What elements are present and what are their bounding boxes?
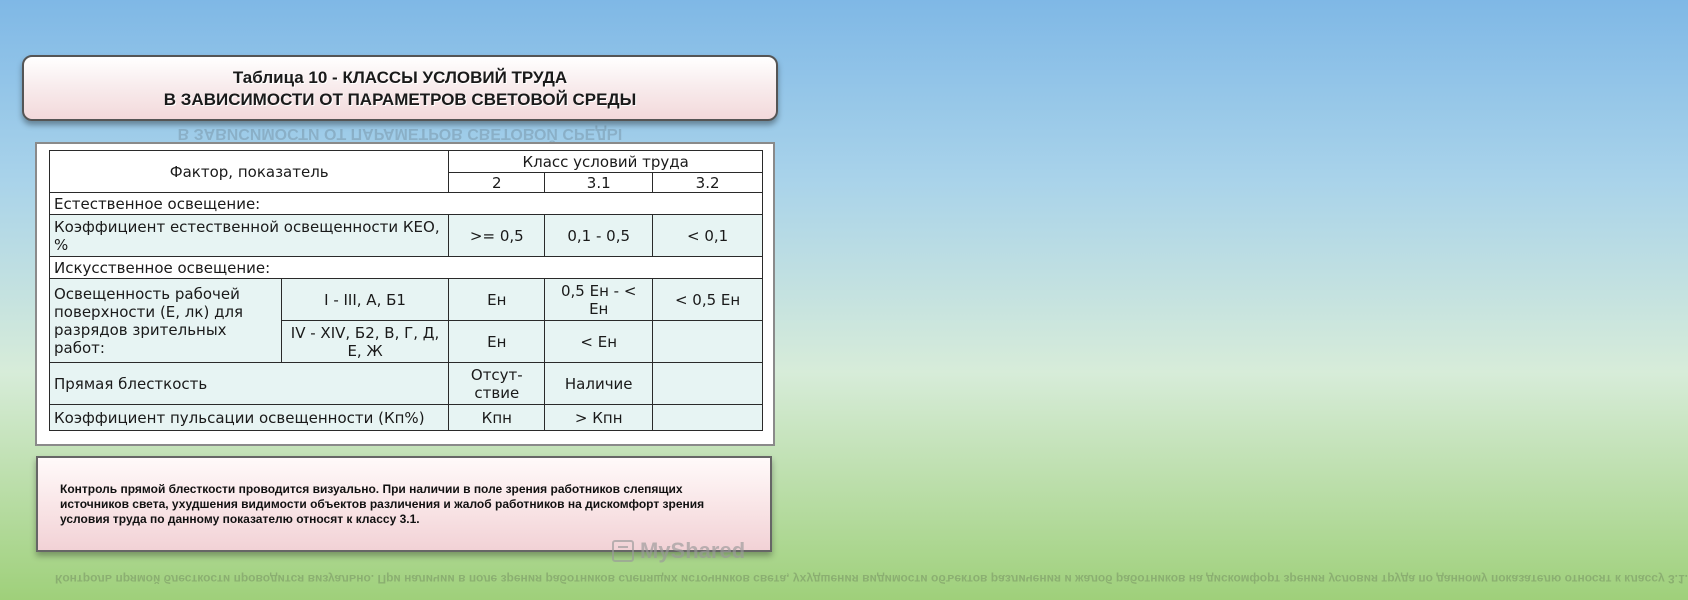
pulsation-label: Коэффициент пульсации освещенности (Кп%): [50, 405, 449, 431]
header-class: Класс условий труда: [449, 151, 763, 173]
title-reflection: В ЗАВИСИМОСТИ ОТ ПАРАМЕТРОВ СВЕТОВОЙ СРЕДЫ: [177, 125, 623, 142]
watermark: [612, 538, 745, 564]
table-panel: [35, 142, 775, 446]
pulsation-class-2: Кпн: [449, 405, 545, 431]
title-line-1: Таблица 10 - КЛАССЫ УСЛОВИЙ ТРУДА: [232, 68, 568, 87]
myshared-logo-icon: [612, 540, 634, 562]
illumination-range-1: I - III, А, Б1: [281, 279, 449, 321]
illumination-r2-class-3-2-empty: [653, 321, 763, 363]
glare-class-3-1: Наличие: [545, 363, 653, 405]
illumination-r1-class-2: Ен: [449, 279, 545, 321]
header-class-2: 2: [449, 173, 545, 193]
header-factor: Фактор, показатель: [50, 151, 449, 193]
illumination-range-2: IV - XIV, Б2, В, Г, Д, Е, Ж: [281, 321, 449, 363]
illumination-r1-class-3-1: 0,5 Ен - < Ен: [545, 279, 653, 321]
illumination-r2-class-2: Ен: [449, 321, 545, 363]
lighting-classes-table: [49, 150, 763, 431]
section-natural-lighting: Естественное освещение:: [50, 193, 763, 215]
illumination-label: Освещенность рабочей поверхности (Е, лк) для разрядов зрительных работ:: [50, 279, 282, 363]
keo-label: Коэффициент естественной освещенности КЕО, %: [50, 215, 449, 257]
section-artificial-lighting: Искусственное освещение:: [50, 257, 763, 279]
pulsation-class-3-2-empty: [653, 405, 763, 431]
keo-value-class-3-1: 0,1 - 0,5: [545, 215, 653, 257]
note-reflection: Контроль прямой блесткости проводится визуально. При наличии в поле зрения работников слепящих источников света, ухудшения видимости объектов различения и жалоб работников на дискомфорт зрения условия труда по данному показателю относят к классу 3.1.: [55, 572, 1688, 586]
glare-class-3-2-empty: [653, 363, 763, 405]
title-banner: [22, 55, 778, 121]
keo-value-class-3-2: < 0,1: [653, 215, 763, 257]
header-class-3-1: 3.1: [545, 173, 653, 193]
note-text: Контроль прямой блесткости проводится визуально. При наличии в поле зрения работников слепящих источников света, ухудшения видимости объектов различения и жалоб работников на дискомфорт зрения условия труда по данному показателю относят к классу 3.1.: [60, 482, 705, 526]
pulsation-class-3-1: > Кпн: [545, 405, 653, 431]
watermark-text: MyShared: [640, 538, 746, 563]
header-class-3-2: 3.2: [653, 173, 763, 193]
title-line-2: В ЗАВИСИМОСТИ ОТ ПАРАМЕТРОВ СВЕТОВОЙ СРЕДЫ: [163, 90, 637, 109]
keo-value-class-2: >= 0,5: [449, 215, 545, 257]
glare-class-2: Отсут-ствие: [449, 363, 545, 405]
glare-label: Прямая блесткость: [50, 363, 449, 405]
illumination-r1-class-3-2: < 0,5 Ен: [653, 279, 763, 321]
illumination-r2-class-3-1: < Ен: [545, 321, 653, 363]
